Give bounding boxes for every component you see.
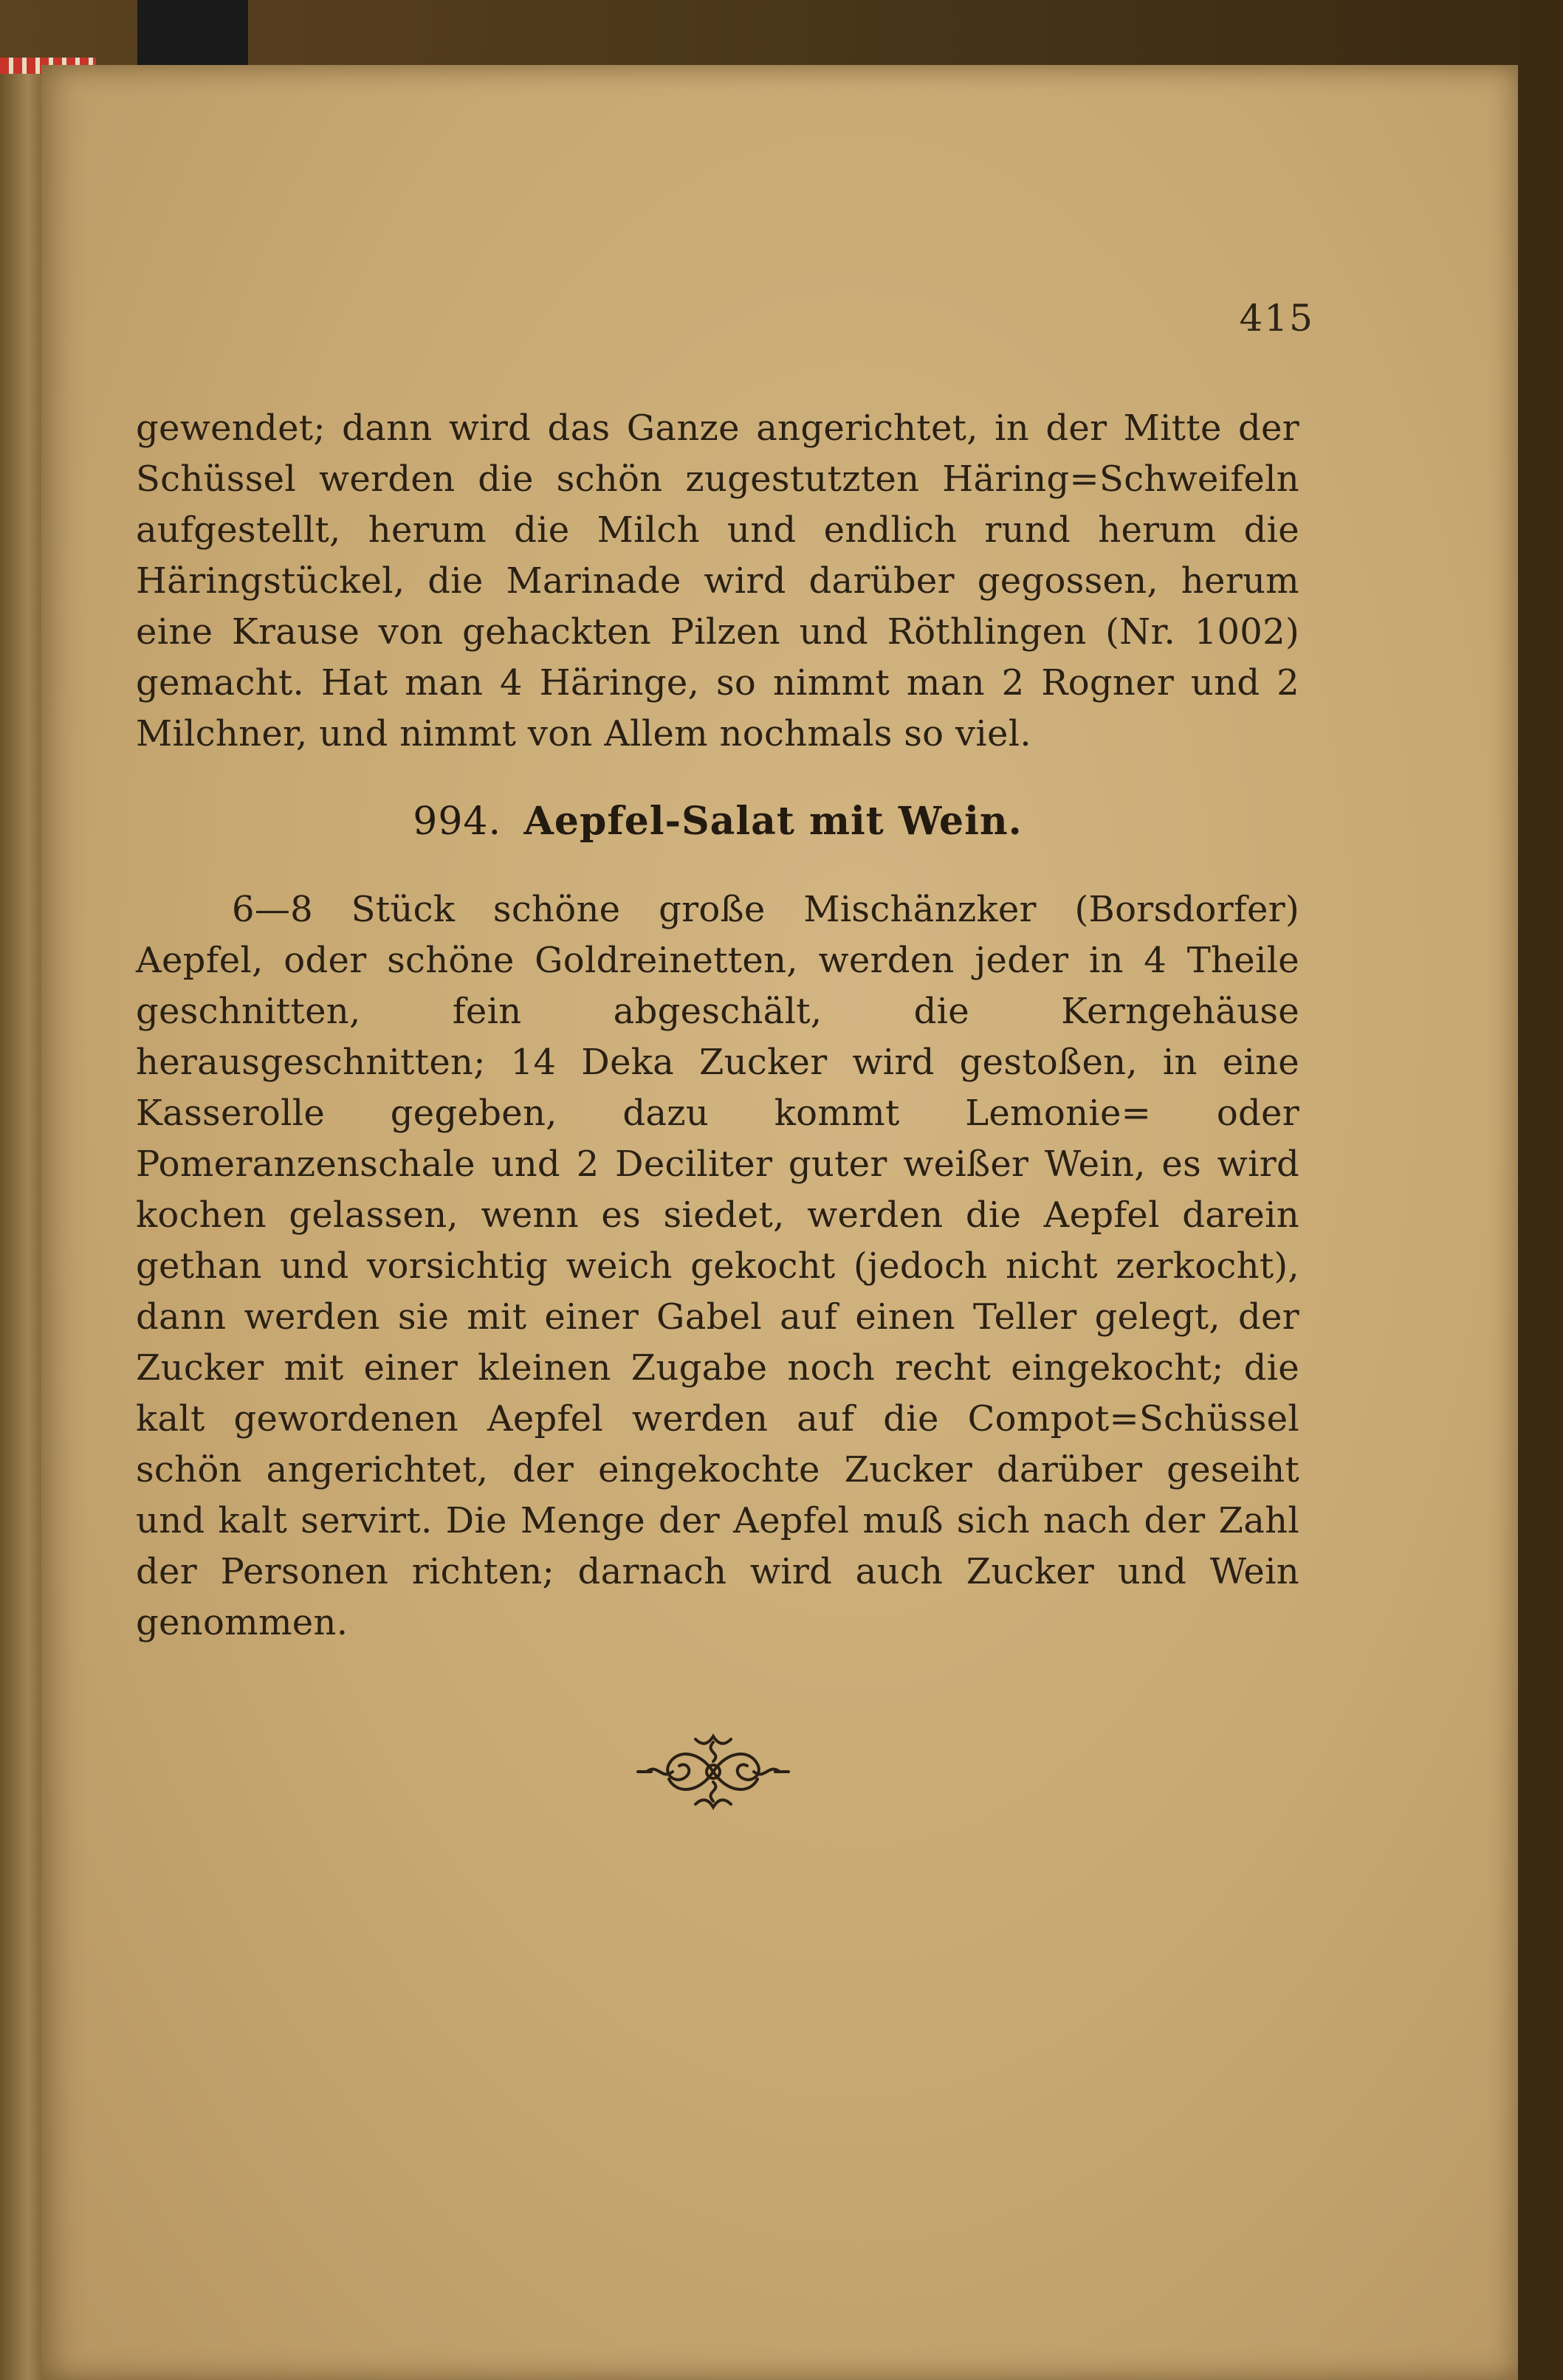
paragraph-continuation: gewendet; dann wird das Ganze angerichtet, in der Mitte der Schüssel werden die schön zugestutzten Häring=Schweifeln aufgestellt, herum die Milch und endlich rund herum die Häringstückel, die Marinade wird darüber gegossen, herum eine Krause von gehackten Pilzen und Röthlingen (Nr. 1002) gemacht. Hat man 4 Häringe, so nimmt man 2 Rogner und 2 Milchner, und nimmt von Allem nochmals so viel. bbox=[136, 407, 1299, 754]
previous-page-edge bbox=[0, 59, 47, 2380]
recipe-paragraph: 6—8 Stück schöne große Mischänzker (Borsdorfer) Aepfel, oder schöne Goldreinetten, werden jeder in 4 Theile geschnitten, fein abgeschält, die Kerngehäuse herausgeschnitten; 14 Deka Zucker wird gestoßen, in eine Kasserolle gegeben, dazu kommt Lemonie= oder Pomeranzenschale und 2 Deciliter guter weißer Wein, es wird kochen gelassen, wenn es siedet, werden die Aepfel darein gethan und vorsichtig weich gekocht (jedoch nicht zerkocht), dann werden sie mit einer Gabel auf einen Teller gelegt, der Zucker mit einer kleinen Zugabe noch recht eingekocht; die kalt gewordenen Aepfel werden auf die Compot=Schüssel schön angerichtet, der eingekochte Zucker darüber geseiht und kalt servirt. Die Menge der Aepfel muß sich nach der Zahl der Personen richten; darnach wird auch Zucker und Wein genommen. bbox=[136, 889, 1299, 1643]
page-number: 415 bbox=[1239, 297, 1314, 340]
recipe-heading bbox=[136, 799, 1299, 844]
book-binding bbox=[137, 0, 248, 74]
recipe-number: 994. bbox=[413, 799, 502, 844]
floral-ornament-icon bbox=[632, 1727, 794, 1816]
recipe-title: Aepfel-Salat mit Wein. bbox=[523, 799, 1023, 844]
